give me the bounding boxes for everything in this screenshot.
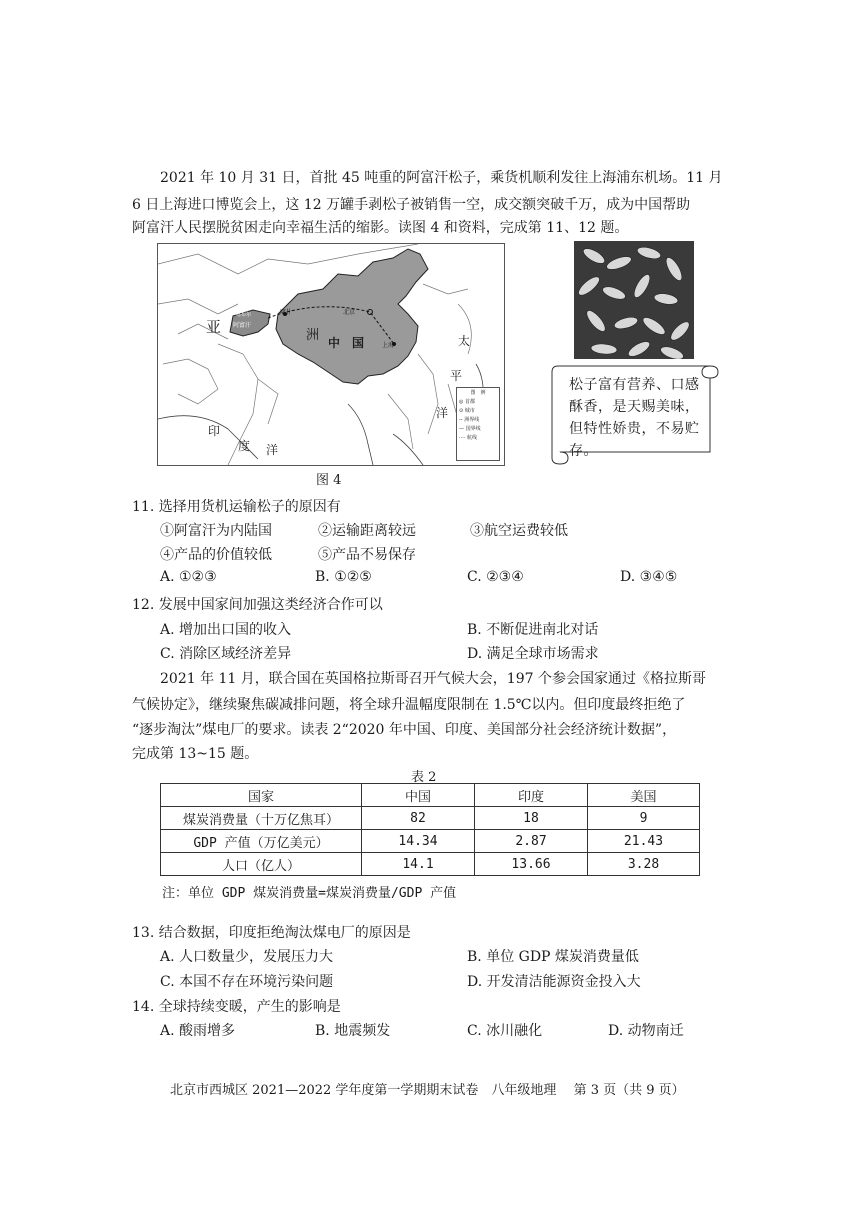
map-legend [456,387,500,461]
q11-option-b[interactable]: B. ①②⑤ [315,569,372,585]
q12-option-b[interactable]: B. 不断促进南北对话 [467,622,599,638]
table-cell: 82 [362,807,475,830]
q11-item-3: ③航空运费较低 [470,523,568,539]
map-label-shanghai: 上海 [382,342,395,349]
intro2-line-4: 完成第 13~15 题。 [132,746,259,762]
table-row [161,830,700,853]
table-cell: 21.43 [588,830,700,853]
map-label-china: 中 国 [328,336,365,350]
pine-nut-photo [574,241,694,359]
legend-item-route: ···· 航线 [459,435,477,441]
q11-option-c[interactable]: C. ②③④ [467,569,524,585]
table-cell: 9 [588,807,700,830]
stats-table [160,783,700,876]
map-label-yin: 印 [208,424,221,438]
q14-option-b[interactable]: B. 地震频发 [315,1023,391,1039]
map-label-yang: 洋 [436,406,449,420]
table-cell: 2.87 [475,830,588,853]
map-label-asia: 亚 [206,318,222,336]
map-label-ping: 平 [450,369,463,383]
q11-option-a[interactable]: A. ①②③ [160,569,217,585]
table-header-cell: 印度 [475,784,588,807]
q11-item-4: ④产品的价值较低 [160,547,272,563]
intro-line-3: 阿富汗人民摆脱贫困走向幸福生活的缩影。读图 4 和资料，完成第 11、12 题。 [132,220,629,236]
map-label-kashi: 喀什 [280,309,293,316]
page-footer: 北京市西城区 2021—2022 学年度第一学期期末试卷 八年级地理 第 3 页（共 9 页） [170,1083,685,1098]
table-header-row [161,784,700,807]
table-note: 注：单位 GDP 煤炭消费量=煤炭消费量/GDP 产值 [162,886,457,901]
q14-option-c[interactable]: C. 冰川融化 [467,1023,543,1039]
map-label-yang-2: 洋 [266,443,279,457]
table-cell: 3.28 [588,853,700,876]
table-header-cell: 中国 [362,784,475,807]
intro2-line-2: 气候协定》，继续聚焦碳减排问题，将全球升温幅度限制在 1.5℃以内。但印度最终拒绝了 [132,697,686,713]
q11-item-5: ⑤产品不易保存 [318,547,416,563]
q14-option-a[interactable]: A. 酸雨增多 [160,1023,236,1039]
q14-option-d[interactable]: D. 动物南迁 [608,1023,684,1039]
q11-stem: 11. 选择用货机运输松子的原因有 [132,499,341,515]
map-label-kabul: 喀布尔 [236,312,252,318]
q13-option-d[interactable]: D. 开发清洁能源资金投入大 [467,974,641,990]
q14-stem: 14. 全球持续变暖，产生的影响是 [132,999,341,1015]
q11-item-1: ①阿富汗为内陆国 [160,523,272,539]
q12-stem: 12. 发展中国家间加强这类经济合作可以 [132,597,383,613]
scroll-text: 松子富有营养、口感酥香，是天赐美味，但特性娇贵，不易贮存。 [569,377,700,459]
legend-item-capital: ◎ 首都 [459,399,475,405]
pine-nut-image [574,241,694,359]
table-row [161,853,700,876]
table-header-cell: 美国 [588,784,700,807]
table-caption: 表 2 [411,770,437,785]
map-label-tai: 太 [458,334,471,348]
q11-option-d[interactable]: D. ③④⑤ [620,569,678,585]
table-cell: 18 [475,807,588,830]
map-label-du: 度 [238,439,251,453]
intro2-line-1: 2021 年 11 月，联合国在英国格拉斯哥召开气候大会，197 个参会国家通过《格拉斯哥 [160,671,706,687]
legend-title: 图 例 [470,390,486,396]
table-cell: 14.34 [362,830,475,853]
intro2-line-3: “逐步淘汰”煤电厂的要求。读表 2“2020 年中国、印度、美国部分社会经济统计数据”， [132,722,677,738]
table-cell: 煤炭消费量（十万亿焦耳） [161,807,362,830]
legend-item-continent-line: -- 洲界线 [459,417,480,423]
q13-option-b[interactable]: B. 单位 GDP 煤炭消费量低 [467,949,639,965]
map-figure [157,243,505,466]
table-cell: 13.66 [475,853,588,876]
legend-item-city: ⊙ 城市 [459,408,475,414]
table-header-cell: 国家 [161,784,362,807]
table-cell: 14.1 [362,853,475,876]
q11-item-2: ②运输距离较远 [318,523,416,539]
figure-caption: 图 4 [316,473,342,488]
table-cell: 人口（亿人） [161,853,362,876]
table-cell: GDP 产值（万亿美元） [161,830,362,853]
q12-option-a[interactable]: A. 增加出口国的收入 [160,622,292,638]
map-label-beijing: 北京 [343,309,356,316]
q12-option-c[interactable]: C. 消除区域经济差异 [160,646,292,662]
intro-line-2: 6 日上海进口博览会上，这 12 万罐手剥松子被销售一空，成交额突破千万，成为中国帮助 [132,197,691,213]
q12-option-d[interactable]: D. 满足全球市场需求 [467,646,599,662]
q13-stem: 13. 结合数据，印度拒绝淘汰煤电厂的原因是 [132,925,411,941]
intro-line-1: 2021 年 10 月 31 日，首批 45 吨重的阿富汗松子，乘货机顺利发往上海浦东机场。11 月 [160,170,723,186]
map-label-zhou: 洲 [306,328,320,343]
q13-option-a[interactable]: A. 人口数量少，发展压力大 [160,949,334,965]
q13-option-c[interactable]: C. 本国不存在环境污染问题 [160,974,334,990]
legend-item-border-line: — 国界线 [459,426,481,432]
table-row [161,807,700,830]
map-label-afghanistan: 阿富汗 [233,322,252,329]
